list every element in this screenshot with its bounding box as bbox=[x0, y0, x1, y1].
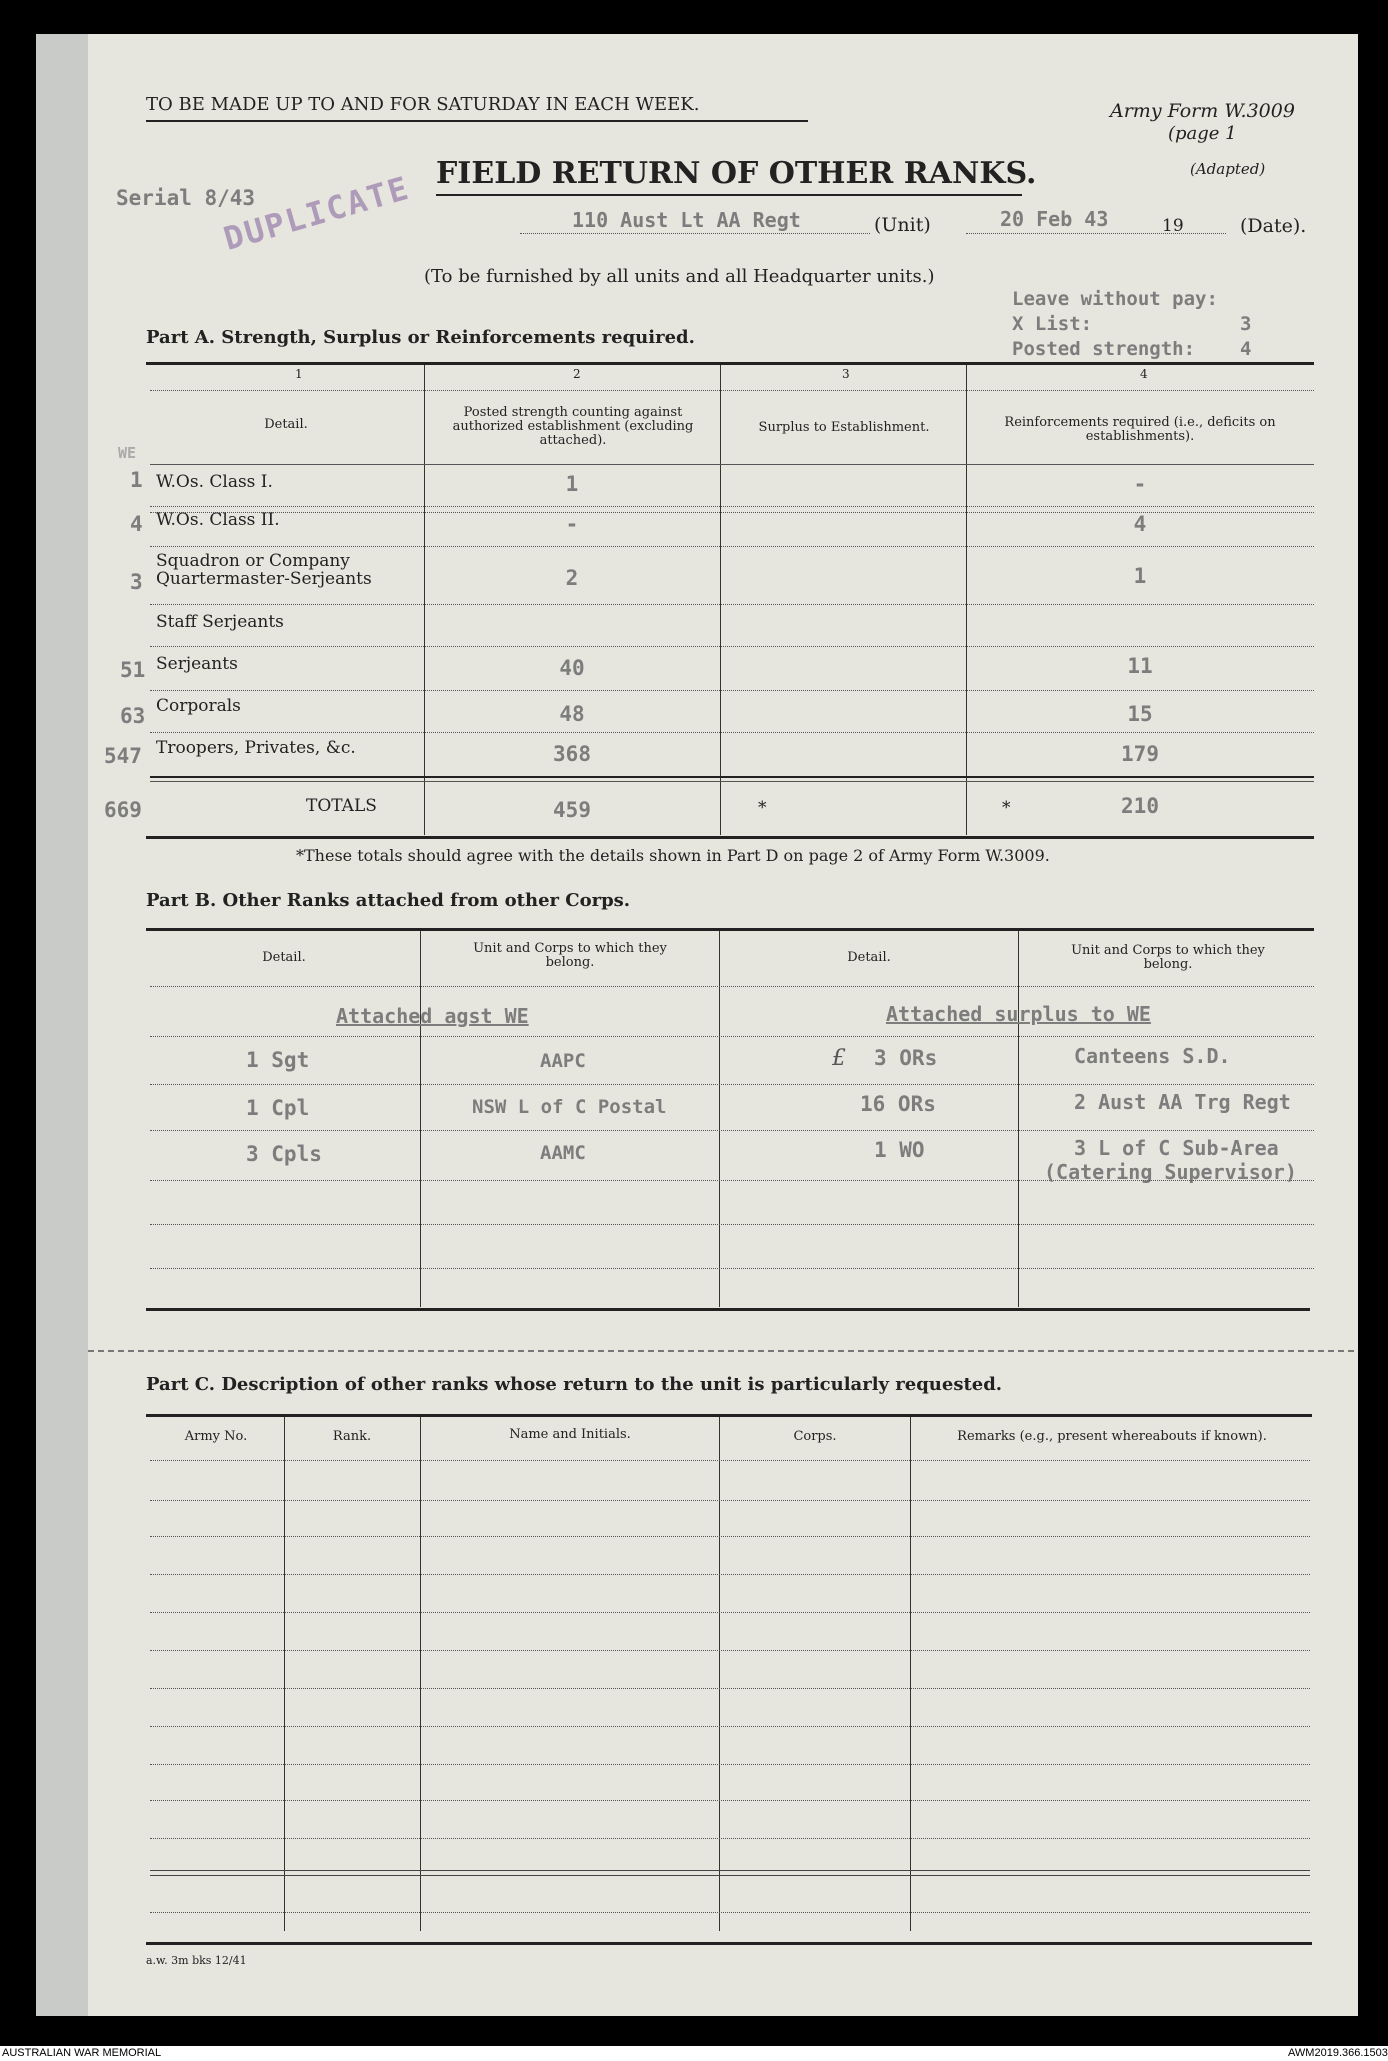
part-a-top-rule bbox=[146, 362, 1314, 365]
detail-label: Troopers, Privates, &c. bbox=[156, 738, 356, 758]
part-c-row-rule bbox=[150, 1574, 1310, 1575]
part-b-row-rule bbox=[150, 1130, 1314, 1131]
credit-left: AUSTRALIAN WAR MEMORIAL bbox=[2, 2047, 162, 2059]
form-name: Army Form W.3009 bbox=[1110, 100, 1295, 122]
part-c-row-rule bbox=[150, 1688, 1310, 1689]
furnished-note: (To be furnished by all units and all Headquarter units.) bbox=[424, 266, 935, 287]
part-c-vline-1 bbox=[284, 1417, 285, 1931]
attached-detail-right: 3 ORs bbox=[874, 1046, 938, 1070]
attached-unit-right-note: (Catering Supervisor) bbox=[1044, 1160, 1297, 1184]
we-value: 4 bbox=[130, 512, 143, 536]
part-b-row-rule bbox=[150, 1036, 1314, 1037]
posted-value: - bbox=[565, 512, 579, 536]
date-line bbox=[966, 233, 1226, 234]
detail-label: Squadron or Company Quartermaster-Serjeants bbox=[156, 551, 372, 589]
totals-surplus-star: * bbox=[758, 798, 767, 818]
totals-posted: 459 bbox=[553, 798, 591, 822]
part-c-row-rule bbox=[150, 1838, 1310, 1839]
unit-label: (Unit) bbox=[874, 214, 931, 236]
part-a-header-posted: Posted strength counting against authorized establishment (excluding attached). bbox=[452, 405, 694, 448]
attached-detail-left: 3 Cpls bbox=[246, 1142, 322, 1166]
attached-unit-right: 2 Aust AA Trg Regt bbox=[1074, 1090, 1291, 1114]
attached-surplus-heading: Attached surplus to WE bbox=[886, 1002, 1151, 1026]
print-code: a.w. 3m bks 12/41 bbox=[146, 1954, 247, 1967]
col-number-3: 3 bbox=[842, 367, 850, 381]
part-a-header-detail: Detail. bbox=[264, 417, 308, 432]
part-c-header-corps: Corps. bbox=[793, 1429, 837, 1444]
instruction-underline bbox=[146, 120, 808, 122]
reinf-value: 4 bbox=[1133, 512, 1147, 536]
totals-rule-top-2 bbox=[150, 781, 1314, 782]
serial-number: Serial 8/43 bbox=[116, 186, 256, 210]
reinf-value: 11 bbox=[1127, 654, 1153, 678]
part-b-row-rule bbox=[150, 1268, 1314, 1269]
part-c-row-rule bbox=[150, 1800, 1310, 1801]
part-b-top-rule bbox=[146, 928, 1314, 931]
attached-detail-left: 1 Cpl bbox=[246, 1096, 310, 1120]
part-b-header-detail-right: Detail. bbox=[847, 950, 891, 965]
part-c-header-remarks: Remarks (e.g., present whereabouts if known). bbox=[957, 1429, 1267, 1444]
we-value: 547 bbox=[104, 744, 142, 768]
paper-left-strip bbox=[36, 34, 88, 2016]
part-c-bottom-rule bbox=[146, 1942, 1312, 1945]
part-b-bottom-rule bbox=[146, 1308, 1310, 1311]
reinf-value: 179 bbox=[1121, 742, 1159, 766]
part-a-title: Part A. Strength, Surplus or Reinforcements required. bbox=[146, 327, 695, 348]
part-b-header-unit-left: Unit and Corps to which they belong. bbox=[473, 941, 667, 970]
part-c-row-rule bbox=[150, 1650, 1310, 1651]
col-number-1: 1 bbox=[295, 367, 303, 381]
part-a-header-reinf: Reinforcements required (i.e., deficits on establishments). bbox=[1004, 415, 1276, 444]
part-a-header-rule bbox=[150, 464, 1314, 465]
detail-label: Staff Serjeants bbox=[156, 612, 284, 632]
totals-rule-top bbox=[150, 776, 1314, 778]
col-number-2: 2 bbox=[573, 367, 581, 381]
part-b-row-rule bbox=[150, 1084, 1314, 1085]
detail-label: Serjeants bbox=[156, 654, 238, 674]
part-c-row-rule bbox=[150, 1726, 1310, 1727]
part-c-double-rule-1 bbox=[150, 1870, 1310, 1871]
part-b-row-rule bbox=[150, 1180, 1314, 1181]
row-rule bbox=[150, 546, 1314, 547]
totals-reinf: 210 bbox=[1121, 794, 1159, 818]
posted-value: 2 bbox=[565, 566, 579, 590]
page-title: FIELD RETURN OF OTHER RANKS. bbox=[436, 156, 1037, 191]
part-a-num-rule bbox=[150, 390, 1314, 391]
we-value: 63 bbox=[120, 704, 146, 728]
totals-reinf-star: * bbox=[1002, 798, 1011, 818]
duplicate-stamp: DUPLICATE bbox=[219, 168, 414, 258]
part-b-vline-3 bbox=[1018, 931, 1019, 1307]
part-c-row-rule bbox=[150, 1536, 1310, 1537]
row-rule bbox=[150, 732, 1314, 733]
date-year: 19 bbox=[1162, 216, 1184, 236]
reinf-value: 1 bbox=[1133, 564, 1147, 588]
part-c-vline-3 bbox=[719, 1417, 720, 1931]
posted-value: 1 bbox=[565, 472, 579, 496]
attached-unit-right: Canteens S.D. bbox=[1074, 1044, 1231, 1068]
we-value: 1 bbox=[130, 468, 143, 492]
row-rule bbox=[150, 506, 1314, 507]
part-a-bottom-rule bbox=[146, 836, 1314, 839]
date-label: (Date). bbox=[1240, 215, 1307, 237]
posted-strength-value: 4 bbox=[1240, 338, 1252, 360]
attached-detail-left: 1 Sgt bbox=[246, 1048, 310, 1072]
part-b-header-detail-left: Detail. bbox=[262, 950, 306, 965]
part-b-header-rule bbox=[150, 986, 1314, 987]
adapted-label: (Adapted) bbox=[1190, 160, 1266, 178]
part-b-vline-2 bbox=[719, 931, 720, 1307]
detail-label: Corporals bbox=[156, 696, 241, 716]
totals-label: TOTALS bbox=[306, 796, 377, 816]
page-ref bbox=[1168, 123, 1237, 144]
reinf-value: - bbox=[1133, 472, 1147, 496]
part-c-row-rule bbox=[150, 1500, 1310, 1501]
part-b-vline-1 bbox=[420, 931, 421, 1307]
attached-unit-right: 3 L of C Sub-Area bbox=[1074, 1136, 1279, 1160]
margin-mark: £ bbox=[832, 1046, 846, 1071]
part-b-title: Part B. Other Ranks attached from other Corps. bbox=[146, 890, 631, 911]
attached-agst-heading: Attached agst WE bbox=[336, 1004, 529, 1028]
row-rule bbox=[150, 646, 1314, 647]
posted-value: 368 bbox=[553, 742, 591, 766]
part-c-row-rule bbox=[150, 1912, 1310, 1913]
page-label: (page 1 bbox=[1168, 123, 1237, 144]
attached-unit-left: NSW L of C Postal bbox=[472, 1096, 667, 1118]
x-list-note: X List: bbox=[1012, 313, 1093, 335]
row-rule bbox=[150, 604, 1314, 605]
col-number-4: 4 bbox=[1140, 367, 1148, 381]
posted-strength-note: Posted strength: bbox=[1012, 338, 1196, 360]
attached-unit-left: AAMC bbox=[540, 1142, 586, 1164]
unit-value: 110 Aust Lt AA Regt bbox=[572, 208, 801, 232]
part-c-top-rule bbox=[146, 1414, 1312, 1417]
totals-we: 669 bbox=[104, 798, 142, 822]
credit-bar bbox=[0, 2046, 1388, 2061]
part-c-header-army-no: Army No. bbox=[184, 1429, 248, 1444]
part-c-row-rule bbox=[150, 1764, 1310, 1765]
attached-detail-right: 1 WO bbox=[874, 1138, 925, 1162]
part-c-header-rank: Rank. bbox=[332, 1429, 372, 1444]
part-a-vline-2 bbox=[720, 365, 721, 835]
detail-label: W.Os. Class II. bbox=[156, 510, 280, 530]
part-c-row-rule bbox=[150, 1460, 1310, 1461]
part-c-vline-2 bbox=[420, 1417, 421, 1931]
we-value: 51 bbox=[120, 658, 146, 682]
attached-detail-right: 16 ORs bbox=[860, 1092, 936, 1116]
part-a-footnote: *These totals should agree with the details shown in Part D on page 2 of Army Form W.3009. bbox=[296, 846, 1050, 865]
we-label: WE bbox=[118, 444, 137, 462]
title-underline bbox=[436, 194, 1022, 196]
part-c-row-rule bbox=[150, 1612, 1310, 1613]
date-value: 20 Feb 43 bbox=[1000, 207, 1109, 231]
leave-note: Leave without pay: bbox=[1012, 288, 1218, 310]
credit-right: AWM2019.366.1503 bbox=[1288, 2047, 1388, 2059]
detail-label: W.Os. Class I. bbox=[156, 472, 273, 492]
part-a-header-surplus: Surplus to Establishment. bbox=[758, 420, 930, 435]
posted-value: 48 bbox=[559, 702, 585, 726]
part-c-vline-4 bbox=[910, 1417, 911, 1931]
part-c-title: Part C. Description of other ranks whose return to the unit is particularly requested. bbox=[146, 1374, 1003, 1395]
part-b-header-unit-right: Unit and Corps to which they belong. bbox=[1071, 943, 1265, 972]
x-list-value: 3 bbox=[1240, 313, 1252, 335]
part-c-double-rule-2 bbox=[150, 1875, 1310, 1876]
reinf-value: 15 bbox=[1127, 702, 1153, 726]
perforation-line bbox=[88, 1350, 1354, 1352]
row-rule bbox=[150, 690, 1314, 691]
unit-line bbox=[520, 233, 870, 234]
we-value: 3 bbox=[130, 570, 143, 594]
instruction-text: TO BE MADE UP TO AND FOR SATURDAY IN EACH WEEK. bbox=[146, 94, 700, 115]
part-c-header-name: Name and Initials. bbox=[509, 1427, 631, 1442]
attached-unit-left: AAPC bbox=[540, 1050, 586, 1072]
posted-value: 40 bbox=[559, 656, 585, 680]
part-b-row-rule bbox=[150, 1224, 1314, 1225]
